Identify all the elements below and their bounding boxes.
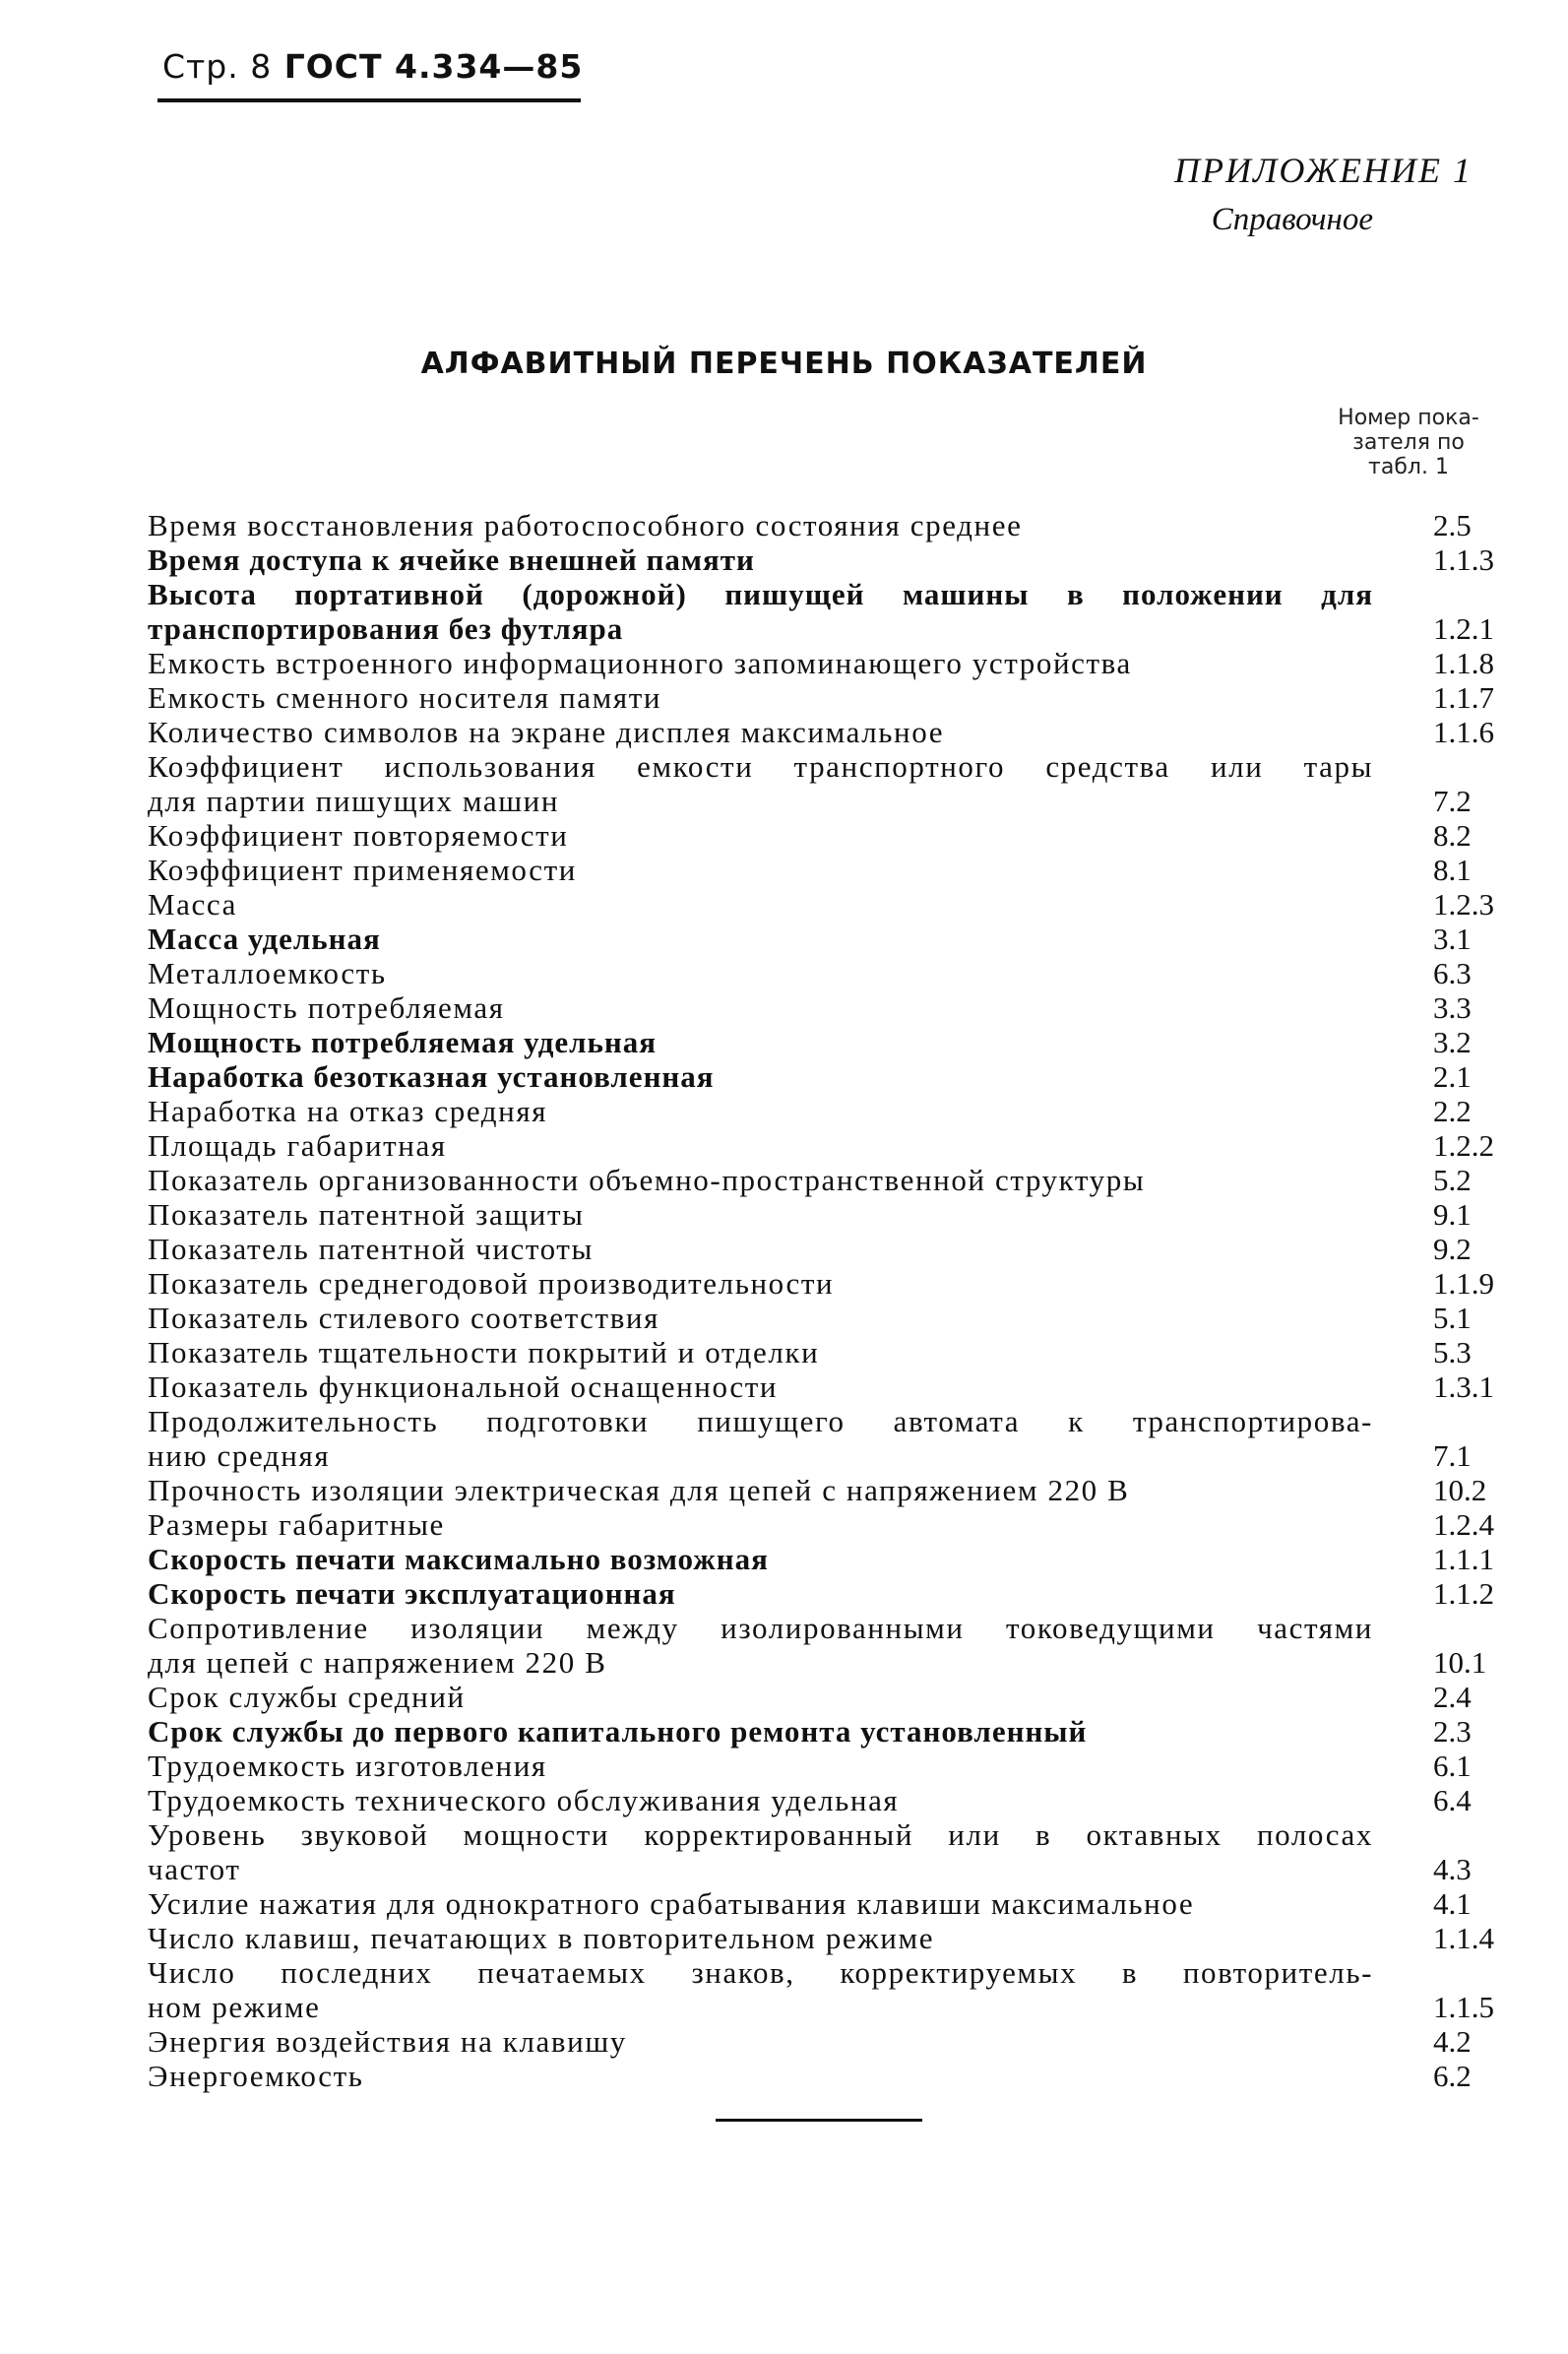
indicator-name-line: Коэффициент применяемости — [148, 853, 577, 887]
list-item — [148, 1266, 1526, 1301]
header-rule — [157, 98, 581, 102]
list-item — [148, 1507, 1526, 1542]
indicator-name — [148, 2024, 1373, 2059]
indicator-number: 6.4 — [1433, 1783, 1472, 1817]
indicator-name-line: Коэффициент использования емкости транспортного средства или тары — [148, 749, 1373, 784]
indicator-number: 1.1.2 — [1433, 1576, 1494, 1611]
list-item — [148, 715, 1526, 749]
end-rule — [716, 2119, 922, 2122]
indicator-name — [148, 508, 1373, 542]
list-item — [148, 1094, 1526, 1128]
indicator-number: 1.3.1 — [1433, 1369, 1494, 1404]
indicator-name-line: Срок службы до первого капитального ремонта установленный — [148, 1714, 1088, 1749]
indicator-name-line: Показатель среднегодовой производительности — [148, 1266, 835, 1301]
indicator-number: 6.2 — [1433, 2059, 1472, 2093]
indicator-name — [148, 1576, 1373, 1611]
indicator-name — [148, 1163, 1373, 1197]
indicator-number: 6.1 — [1433, 1749, 1472, 1783]
indicator-number: 1.1.4 — [1433, 1921, 1494, 1955]
indicator-number: 9.2 — [1433, 1232, 1472, 1266]
indicator-name — [148, 1025, 1373, 1059]
indicator-name-line: Показатель организованности объемно-пространственной структуры — [148, 1163, 1146, 1197]
indicator-name-line: Показатель функциональной оснащенности — [148, 1369, 779, 1404]
indicator-name-line: для партии пишущих машин — [148, 784, 560, 818]
indicator-number: 1.1.7 — [1433, 680, 1494, 715]
list-item — [148, 1404, 1526, 1473]
indicator-name-line: Показатель патентной защиты — [148, 1197, 585, 1232]
indicator-name — [148, 1783, 1373, 1817]
appendix-type: Справочное — [1211, 202, 1373, 237]
list-item — [148, 990, 1526, 1025]
list-item — [148, 508, 1526, 542]
indicator-name-line: Скорость печати максимально возможная — [148, 1542, 769, 1576]
list-item — [148, 1749, 1526, 1783]
list-item — [148, 818, 1526, 853]
indicator-name-line: Уровень звуковой мощности корректированный или в октавных полосах — [148, 1817, 1373, 1852]
indicator-name — [148, 1128, 1373, 1163]
indicator-number: 2.5 — [1433, 508, 1472, 542]
column-header — [1315, 406, 1502, 479]
list-title: АЛФАВИТНЫЙ ПЕРЕЧЕНЬ ПОКАЗАТЕЛЕЙ — [420, 347, 1148, 381]
indicator-name-line: Мощность потребляемая — [148, 990, 505, 1025]
list-item — [148, 956, 1526, 990]
list-item — [148, 1714, 1526, 1749]
indicator-number: 10.2 — [1433, 1473, 1487, 1507]
indicator-name — [148, 990, 1373, 1025]
indicator-name-line: Усилие нажатия для однократного срабатывания клавиши максимальное — [148, 1886, 1195, 1921]
indicator-name-line: Прочность изоляции электрическая для цепей с напряжением 220 В — [148, 1473, 1130, 1507]
indicator-name — [148, 1542, 1373, 1576]
column-header-line: табл. 1 — [1368, 455, 1449, 479]
indicator-name — [148, 1680, 1373, 1714]
indicator-name-line: Емкость сменного носителя памяти — [148, 680, 662, 715]
indicator-name — [148, 853, 1373, 887]
indicator-number: 1.2.3 — [1433, 887, 1494, 922]
list-item — [148, 542, 1526, 577]
indicator-name — [148, 887, 1373, 922]
indicator-name — [148, 1059, 1373, 1094]
indicator-name — [148, 2059, 1373, 2093]
indicator-name-line: Показатель патентной чистоты — [148, 1232, 594, 1266]
indicator-name — [148, 715, 1373, 749]
indicator-name — [148, 1335, 1373, 1369]
list-item — [148, 577, 1526, 646]
indicator-name — [148, 1749, 1373, 1783]
indicator-name-line: частот — [148, 1852, 241, 1886]
indicator-number: 1.2.1 — [1433, 611, 1494, 646]
list-item — [148, 1335, 1526, 1369]
indicator-name-line: Время доступа к ячейке внешней памяти — [148, 542, 755, 577]
list-item — [148, 1025, 1526, 1059]
list-item — [148, 1921, 1526, 1955]
indicator-number: 1.2.4 — [1433, 1507, 1494, 1542]
indicator-number: 10.1 — [1433, 1645, 1487, 1680]
indicator-name — [148, 1817, 1373, 1886]
indicator-name — [148, 1232, 1373, 1266]
standard-code: ГОСТ 4.334—85 — [283, 47, 584, 86]
list-item — [148, 1369, 1526, 1404]
indicator-number: 4.3 — [1433, 1852, 1472, 1886]
indicator-number: 3.1 — [1433, 922, 1472, 956]
indicator-name-line: Энергия воздействия на клавишу — [148, 2024, 627, 2059]
indicator-name — [148, 577, 1373, 646]
indicator-name-line: Высота портативной (дорожной) пишущей машины в положении для — [148, 577, 1373, 611]
indicator-number: 2.2 — [1433, 1094, 1472, 1128]
indicator-name — [148, 1507, 1373, 1542]
indicator-number: 1.1.1 — [1433, 1542, 1494, 1576]
indicator-name-line: Коэффициент повторяемости — [148, 818, 569, 853]
indicator-number: 4.2 — [1433, 2024, 1472, 2059]
list-item — [148, 2024, 1526, 2059]
column-header-line: Номер пока- — [1338, 406, 1479, 430]
indicator-number: 2.4 — [1433, 1680, 1472, 1714]
indicator-number: 1.1.3 — [1433, 542, 1494, 577]
indicator-name-line: Количество символов на экране дисплея максимальное — [148, 715, 945, 749]
indicator-name — [148, 1301, 1373, 1335]
indicator-number: 9.1 — [1433, 1197, 1472, 1232]
list-item — [148, 1128, 1526, 1163]
list-item — [148, 1473, 1526, 1507]
indicator-name-line: Наработка безотказная установленная — [148, 1059, 715, 1094]
indicator-name-line: Трудоемкость изготовления — [148, 1749, 547, 1783]
indicator-number: 4.1 — [1433, 1886, 1472, 1921]
list-item — [148, 1301, 1526, 1335]
page-header — [162, 47, 583, 86]
indicator-name-line: Трудоемкость технического обслуживания удельная — [148, 1783, 900, 1817]
indicator-name — [148, 922, 1373, 956]
indicator-number: 5.2 — [1433, 1163, 1472, 1197]
list-item — [148, 1783, 1526, 1817]
list-item — [148, 680, 1526, 715]
indicator-number: 3.2 — [1433, 1025, 1472, 1059]
indicator-number: 2.3 — [1433, 1714, 1472, 1749]
indicator-number: 5.3 — [1433, 1335, 1472, 1369]
indicator-name-line: Мощность потребляемая удельная — [148, 1025, 658, 1059]
list-item — [148, 1197, 1526, 1232]
indicator-name-line: Показатель стилевого соответствия — [148, 1301, 659, 1335]
column-header-line: зателя по — [1352, 430, 1465, 455]
indicator-name-line: Срок службы средний — [148, 1680, 466, 1714]
indicator-name-line: транспортирования без футляра — [148, 611, 624, 646]
indicator-name — [148, 1473, 1373, 1507]
indicator-number: 1.1.6 — [1433, 715, 1494, 749]
indicator-name — [148, 749, 1373, 818]
indicator-name-line: Емкость встроенного информационного запоминающего устройства — [148, 646, 1132, 680]
indicator-name-line: Продолжительность подготовки пишущего автомата к транспортирова- — [148, 1404, 1373, 1438]
indicator-name-line: Число клавиш, печатающих в повторительном режиме — [148, 1921, 935, 1955]
indicator-name-line: Число последних печатаемых знаков, корректируемых в повторитель- — [148, 1955, 1373, 1990]
indicator-name — [148, 1886, 1373, 1921]
indicator-name-line: Сопротивление изоляции между изолированными токоведущими частями — [148, 1611, 1373, 1645]
indicator-number: 1.1.9 — [1433, 1266, 1494, 1301]
indicator-number: 2.1 — [1433, 1059, 1472, 1094]
indicator-number: 1.1.5 — [1433, 1990, 1494, 2024]
indicator-number: 6.3 — [1433, 956, 1472, 990]
indicator-name — [148, 542, 1373, 577]
appendix-label: ПРИЛОЖЕНИЕ 1 — [1174, 151, 1473, 190]
list-item — [148, 1576, 1526, 1611]
list-item — [148, 853, 1526, 887]
indicator-number: 3.3 — [1433, 990, 1472, 1025]
indicator-name-line: Показатель тщательности покрытий и отделки — [148, 1335, 820, 1369]
indicator-name-line: ном режиме — [148, 1990, 321, 2024]
indicator-name-line: Масса — [148, 887, 237, 922]
indicator-number: 5.1 — [1433, 1301, 1472, 1335]
indicator-name — [148, 1611, 1373, 1680]
indicator-name — [148, 680, 1373, 715]
indicator-name-line: Масса удельная — [148, 922, 381, 956]
indicator-name-line: нию средняя — [148, 1438, 331, 1473]
indicator-name — [148, 1714, 1373, 1749]
list-item — [148, 1163, 1526, 1197]
page-number: Стр. 8 — [162, 47, 273, 86]
indicator-name — [148, 1921, 1373, 1955]
indicator-name — [148, 1266, 1373, 1301]
list-item — [148, 1817, 1526, 1886]
indicator-name — [148, 1404, 1373, 1473]
list-item — [148, 646, 1526, 680]
indicator-number: 8.2 — [1433, 818, 1472, 853]
indicator-number: 1.1.8 — [1433, 646, 1494, 680]
list-item — [148, 922, 1526, 956]
indicator-name-line: Скорость печати эксплуатационная — [148, 1576, 676, 1611]
list-item — [148, 1542, 1526, 1576]
indicator-name — [148, 1955, 1373, 2024]
list-item — [148, 1059, 1526, 1094]
indicator-number: 7.1 — [1433, 1438, 1472, 1473]
list-item — [148, 1232, 1526, 1266]
indicator-name — [148, 1369, 1373, 1404]
indicator-name — [148, 1197, 1373, 1232]
list-item — [148, 1611, 1526, 1680]
indicator-name — [148, 646, 1373, 680]
indicator-name — [148, 956, 1373, 990]
indicator-number: 7.2 — [1433, 784, 1472, 818]
indicator-name — [148, 818, 1373, 853]
indicator-name-line: Энергоемкость — [148, 2059, 364, 2093]
indicator-name-line: Наработка на отказ средняя — [148, 1094, 548, 1128]
indicator-name-line: для цепей с напряжением 220 В — [148, 1645, 607, 1680]
indicator-name — [148, 1094, 1373, 1128]
list-item — [148, 1886, 1526, 1921]
list-item — [148, 2059, 1526, 2093]
indicator-number: 1.2.2 — [1433, 1128, 1494, 1163]
indicator-name-line: Время восстановления работоспособного состояния среднее — [148, 508, 1023, 542]
indicator-name-line: Металлоемкость — [148, 956, 387, 990]
list-item — [148, 1680, 1526, 1714]
list-item — [148, 887, 1526, 922]
indicator-name-line: Размеры габаритные — [148, 1507, 445, 1542]
list-item — [148, 1955, 1526, 2024]
list-item — [148, 749, 1526, 818]
indicator-name-line: Площадь габаритная — [148, 1128, 447, 1163]
indicator-number: 8.1 — [1433, 853, 1472, 887]
indicator-list — [148, 508, 1526, 2093]
